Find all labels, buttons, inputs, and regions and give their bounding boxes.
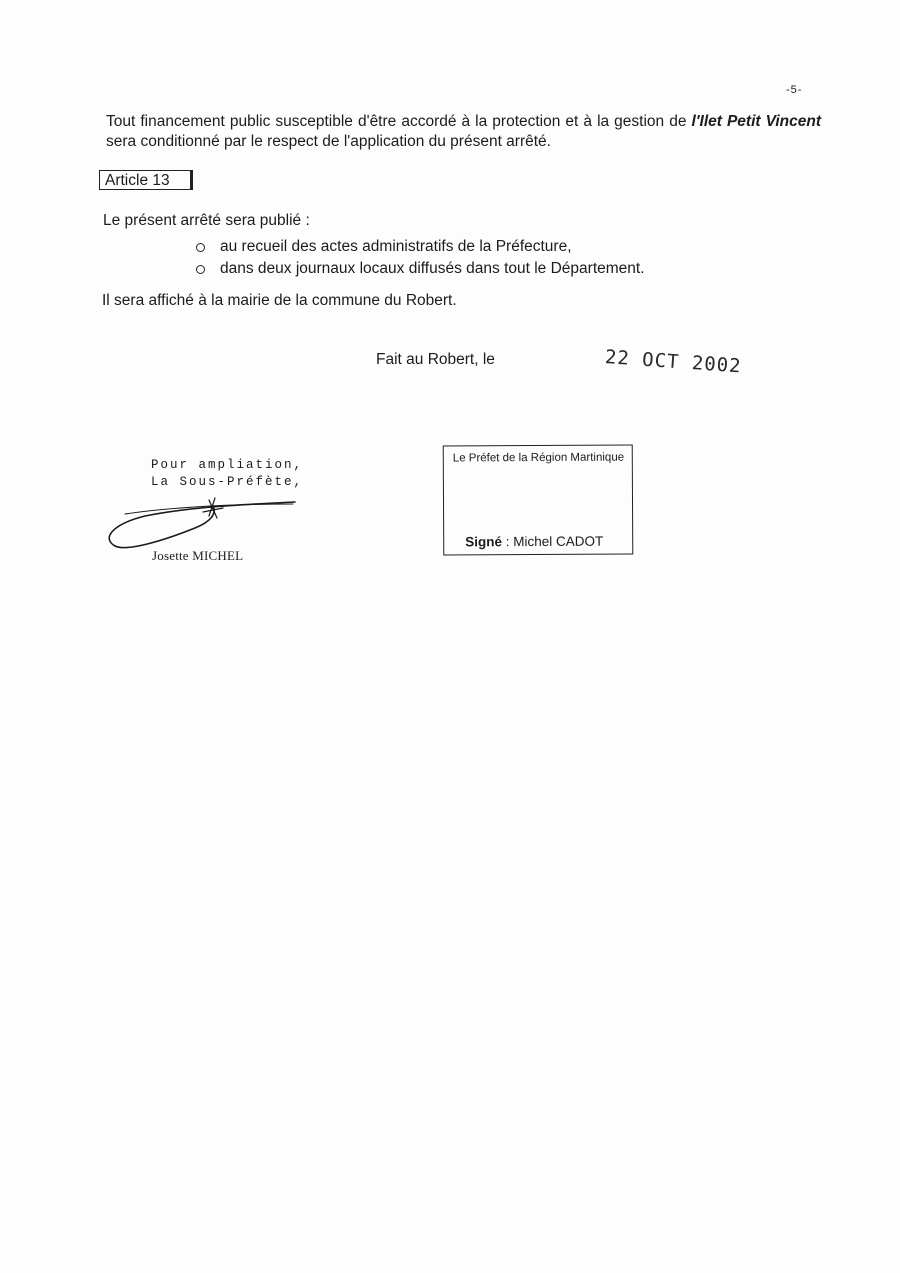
signed-label: Signé [465,534,503,550]
financing-text-after: sera conditionné par le respect de l'application du présent arrêté. [106,133,551,150]
circle-bullet-icon [196,243,205,252]
handwritten-signature [105,492,305,554]
ampliation-line-1: Pour ampliation, [151,458,304,472]
list-item-text: dans deux journaux locaux diffusés dans tout le Département. [220,260,645,277]
date-stamp: 22 OCT 2002 [604,346,743,378]
prefect-title: Le Préfet de la Région Martinique [452,451,625,465]
ilet-name: l'Ilet Petit Vincent [691,113,821,130]
page-number: -5- [786,84,803,96]
circle-bullet-icon [196,265,205,274]
ampliation-line-2: La Sous-Préfète, [151,475,304,489]
financing-text-before: Tout financement public susceptible d'être accordé à la protection et à la gestion de [106,113,692,130]
posting-text: Il sera affiché à la mairie de la commune du Robert. [102,292,457,309]
publication-list [195,236,645,280]
financing-paragraph [106,112,821,152]
ampliation-block [151,457,303,491]
list-item [195,236,645,258]
prefect-name: : Michel CADOT [501,533,604,550]
publication-intro: Le présent arrêté sera publié : [103,212,310,229]
article-heading: Article 13 [99,170,193,190]
place-date-label: Fait au Robert, le [376,351,495,368]
prefect-signature-box [443,445,634,556]
list-item [195,258,645,280]
list-item-text: au recueil des actes administratifs de la Préfecture, [220,238,572,255]
sub-prefect-name: Josette MICHEL [152,548,244,563]
prefect-signed-line [465,534,603,550]
